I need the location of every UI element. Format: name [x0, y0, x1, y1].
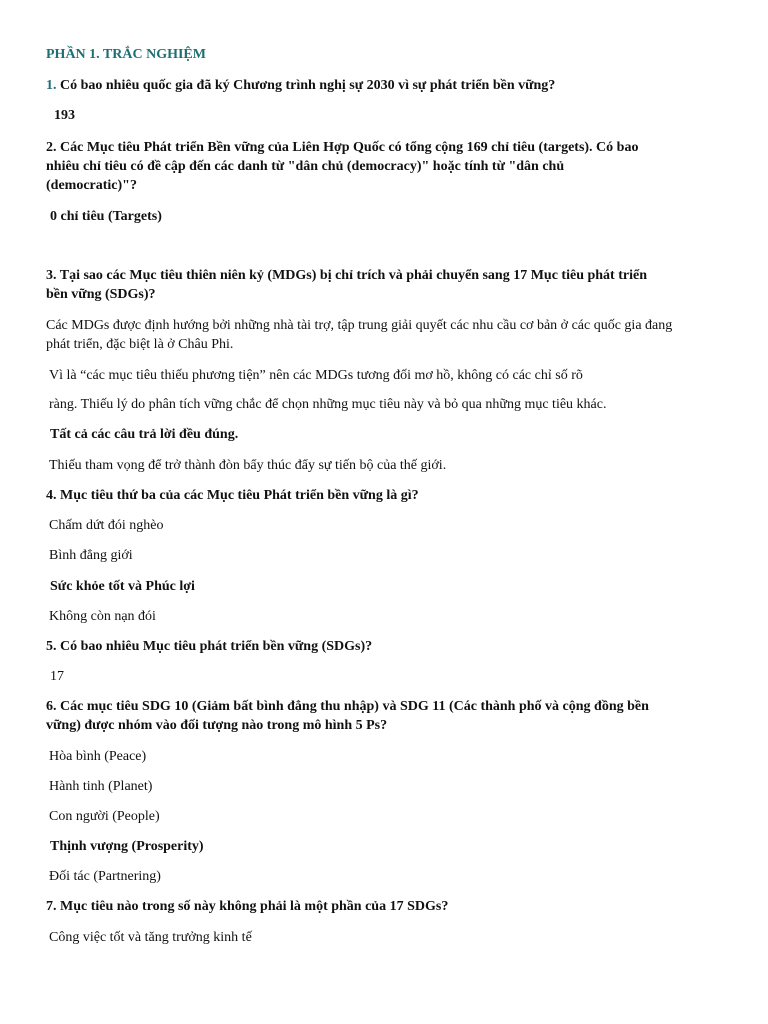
question-5-answer: 17	[50, 669, 64, 684]
question-2-line-1: 2. Các Mục tiêu Phát triển Bền vững của Liên Hợp Quốc có tổng cộng 169 chỉ tiêu (targets). Có bao	[46, 140, 639, 155]
question-3-option-2-line-1: Vì là “các mục tiêu thiếu phương tiện” nên các MDGs tương đối mơ hồ, không có các chỉ số rõ	[49, 368, 583, 383]
question-5: 5. Có bao nhiêu Mục tiêu phát triển bền vững (SDGs)?	[46, 639, 373, 654]
question-6-line-2: vững) được nhóm vào đối tượng nào trong mô hình 5 Ps?	[46, 718, 388, 733]
section-title: PHẦN 1. TRẮC NGHIỆM	[46, 47, 206, 62]
question-4-option-3: Sức khỏe tốt và Phúc lợi	[50, 579, 195, 594]
question-6-line-1: 6. Các mục tiêu SDG 10 (Giảm bất bình đẳng thu nhập) và SDG 11 (Các thành phố và cộng đồng bền	[46, 699, 649, 714]
question-1	[46, 76, 555, 95]
question-3-option-1-line-2: phát triển, đặc biệt là ở Châu Phi.	[46, 337, 234, 352]
question-6-option-4: Thịnh vượng (Prosperity)	[50, 839, 204, 854]
question-4: 4. Mục tiêu thứ ba của các Mục tiêu Phát triển bền vững là gì?	[46, 488, 419, 503]
question-4-option-1: Chấm dứt đói nghèo	[49, 518, 164, 533]
question-7: 7. Mục tiêu nào trong số này không phải là một phần của 17 SDGs?	[46, 899, 449, 914]
question-6-option-5: Đối tác (Partnering)	[49, 869, 161, 884]
question-3-line-1: 3. Tại sao các Mục tiêu thiên niên kỷ (MDGs) bị chỉ trích và phải chuyển sang 17 Mục tiêu phát triển	[46, 268, 647, 283]
question-3-option-4: Thiếu tham vọng để trở thành đòn bẩy thúc đẩy sự tiến bộ của thế giới.	[49, 458, 447, 473]
question-6-option-1: Hòa bình (Peace)	[49, 749, 147, 764]
question-3-option-2-line-2: ràng. Thiếu lý do phân tích vững chắc để chọn những mục tiêu này và bỏ qua những mục tiêu khác.	[49, 397, 607, 412]
question-4-option-4: Không còn nạn đói	[49, 609, 156, 624]
question-1-text: Có bao nhiêu quốc gia đã ký Chương trình nghị sự 2030 vì sự phát triển bền vững?	[56, 78, 556, 93]
question-6-option-2: Hành tinh (Planet)	[49, 779, 153, 794]
question-3-option-3: Tất cả các câu trả lời đều đúng.	[50, 427, 239, 442]
question-3-option-1-line-1: Các MDGs được định hướng bởi những nhà tài trợ, tập trung giải quyết các nhu cầu cơ bản ở các quốc gia đang	[46, 318, 673, 333]
question-3-line-2: bền vững (SDGs)?	[46, 287, 156, 302]
question-1-answer: 193	[54, 108, 75, 123]
question-4-option-2: Bình đẳng giới	[49, 548, 133, 563]
question-2-answer: 0 chỉ tiêu (Targets)	[50, 209, 162, 224]
question-2-line-3: (democratic)"?	[46, 178, 137, 193]
question-6-option-3: Con người (People)	[49, 809, 160, 824]
question-2-line-2: nhiêu chỉ tiêu có đề cập đến các danh từ "dân chủ (democracy)" hoặc tính từ "dân chủ	[46, 159, 565, 174]
question-7-option-1: Công việc tốt và tăng trưởng kinh tế	[49, 930, 252, 945]
question-1-number: 1.	[46, 78, 57, 93]
